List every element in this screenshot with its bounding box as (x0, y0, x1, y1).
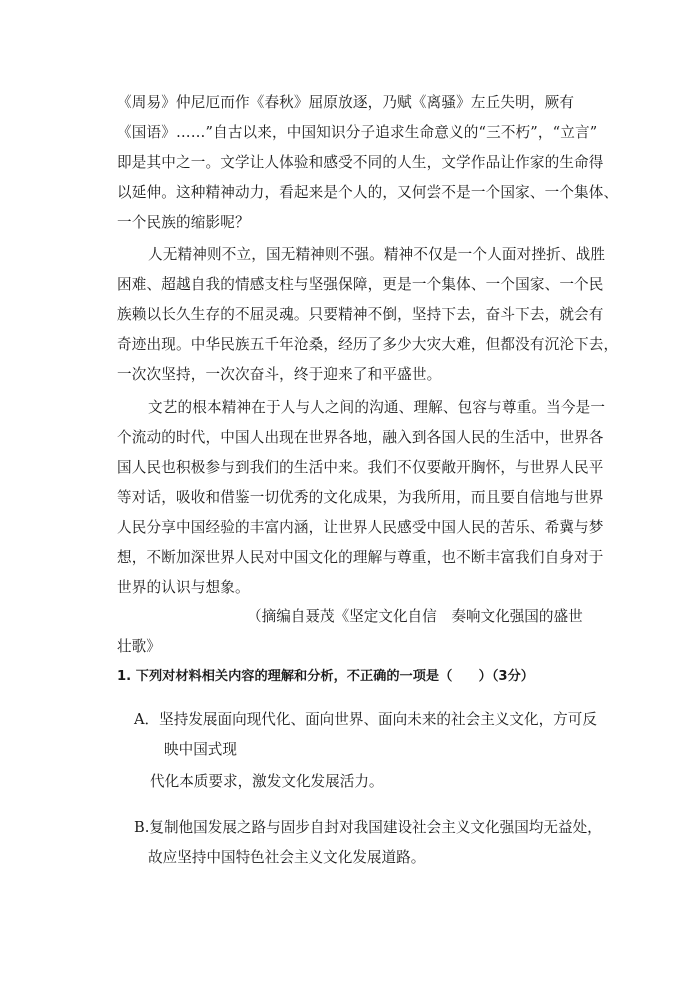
paragraph-3-line: 文艺的根本精神在于人与人之间的沟通、理解、包容与尊重。当今是一 (148, 399, 606, 416)
paragraph-3-line: 个流动的时代，中国人出现在世界各地，融入到各国人民的生活中，世界各 (117, 429, 604, 446)
paragraph-3-line: 世界的认识与想象。 (117, 579, 250, 596)
paragraph-1 (117, 88, 619, 238)
paragraph-3-line: 人民分享中国经验的丰富内涵，让世界人民感受中国人民的苦乐、希冀与梦 (117, 519, 604, 536)
paragraph-1-line: 以延伸。这种精神动力，看起来是个人的，又何尝不是一个国家、一个集体、 (117, 184, 619, 201)
option-a-line: A．坚持发展面向现代化、面向世界、面向未来的社会主义文化，方可反 (134, 711, 597, 728)
option-b-line: 故应坚持中国特色社会主义文化发展道路。 (148, 849, 426, 866)
source-citation (117, 602, 587, 662)
paragraph-3-line: 想，不断加深世界人民对中国文化的理解与尊重，也不断丰富我们自身对于 (117, 549, 604, 566)
paragraph-3-line: 国人民也积极参与到我们的生活中来。我们不仅要敞开胸怀，与世界人民平 (117, 459, 604, 476)
paragraph-2-line: 人无精神则不立，国无精神则不强。精神不仅是一个人面对挫折、战胜 (148, 246, 606, 263)
paragraph-1-line: 《周易》仲尼厄而作《春秋》屈原放逐，乃赋《离骚》左丘失明，厥有 (117, 94, 575, 111)
option-b-line: B.复制他国发展之路与固步自封对我国建设社会主义文化强国均无益处， (134, 819, 602, 836)
paragraph-1-line: 一个民族的缩影呢？ (117, 214, 250, 231)
question-1-stem: 1. 下列对材料相关内容的理解和分析，不正确的一项是（ ）（3分） (117, 669, 534, 684)
paragraph-3 (117, 393, 606, 603)
option-b (134, 813, 602, 873)
paragraph-2-line: 族赖以长久生存的不屈灵魂。只要精神不倒，坚持下去，奋斗下去，就会有 (117, 306, 604, 323)
option-a (134, 705, 597, 765)
paragraph-1-line: 《国语》……”自古以来，中国知识分子追求生命意义的“三不朽”，“立言” (117, 124, 598, 141)
paragraph-1-line: 即是其中之一。文学让人体验和感受不同的人生，文学作品让作家的生命得 (117, 154, 604, 171)
paragraph-2-line: 一次次坚持，一次次奋斗，终于迎来了和平盛世。 (117, 366, 442, 383)
paragraph-2-line: 困难、超越自我的情感支柱与坚强保障，更是一个集体、一个国家、一个民 (117, 276, 604, 293)
paragraph-2 (117, 240, 619, 390)
paragraph-3-line: 等对话，吸收和借鉴一切优秀的文化成果，为我所用，而且要自信地与世界 (117, 489, 604, 506)
source-citation-line: （摘编自聂茂《坚定文化自信 奏响文化强国的盛世 (247, 608, 583, 625)
paragraph-2-line: 奇迹出现。中华民族五千年沧桑，经历了多少大灾大难，但都没有沉沦下去， (117, 336, 619, 353)
source-citation-line: 壮歌》 (117, 638, 161, 655)
option-a-continuation: 代化本质要求，激发文化发展活力。 (150, 773, 384, 790)
option-a-line: 映中国式现 (164, 741, 237, 758)
